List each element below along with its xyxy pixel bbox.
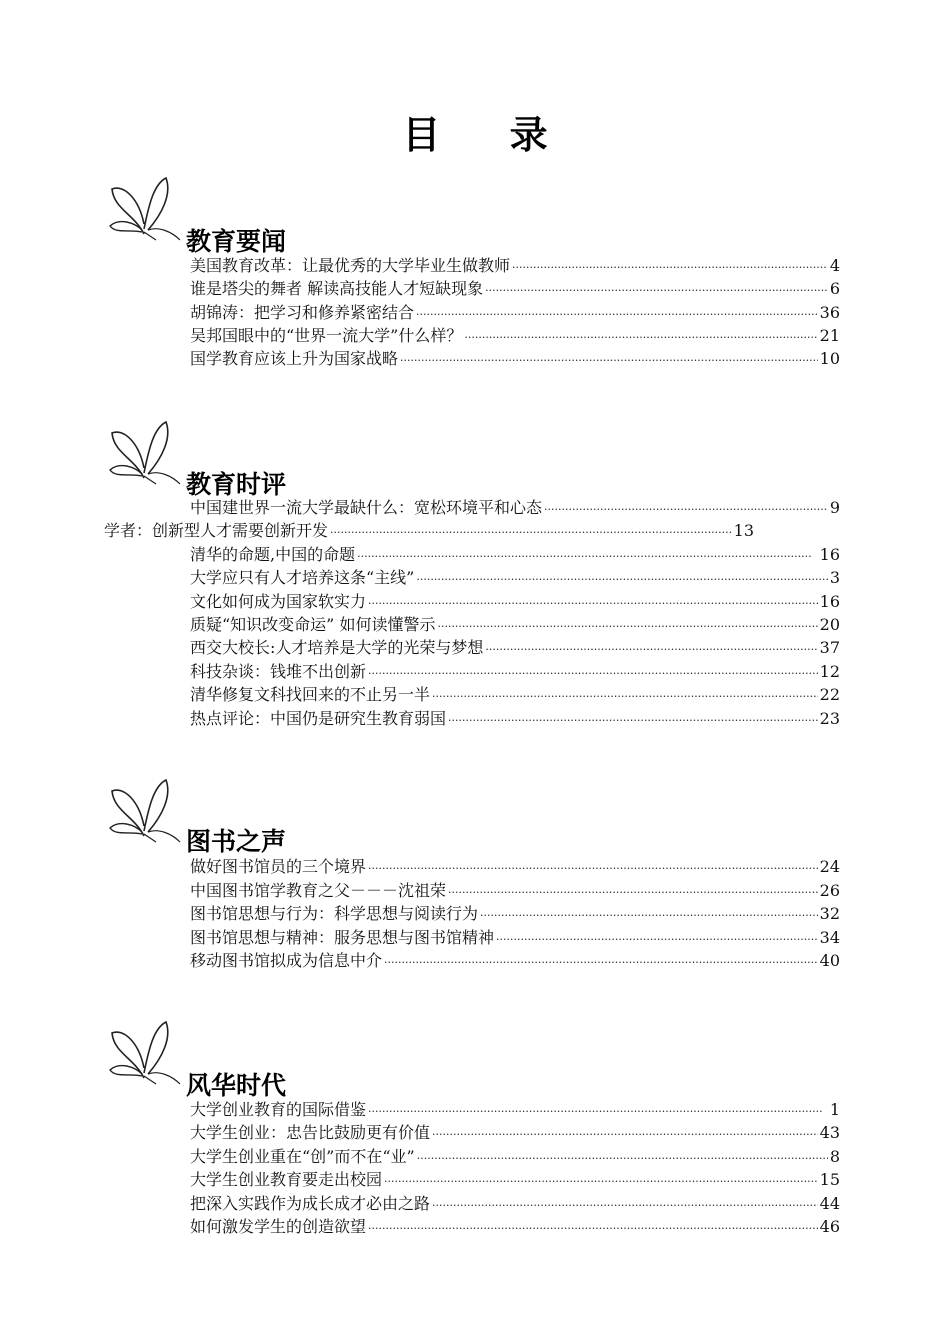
- toc-entry-title: 图书馆思想与精神：服务思想与图书馆精神: [190, 928, 495, 947]
- leader-dots: [464, 326, 817, 349]
- leader-dots: [480, 904, 818, 927]
- leader-dots: [432, 685, 818, 708]
- section-heading: 风华时代: [186, 1071, 287, 1100]
- toc-entry[interactable]: [190, 543, 840, 566]
- leader-dots: [448, 881, 818, 904]
- toc-entry-page: 10: [819, 349, 840, 368]
- toc-entry-title: 大学生创业：忠告比鼓励更有价值: [190, 1123, 431, 1142]
- toc-entry-title: 热点评论：中国仍是研究生教育弱国: [190, 709, 447, 728]
- leader-dots: [368, 592, 818, 615]
- butterfly-icon: [104, 776, 186, 846]
- toc-entry-title: 图书馆思想与行为：科学思想与阅读行为: [190, 904, 479, 923]
- toc-entry-title: 大学生创业重在“创”而不在“业”: [190, 1147, 415, 1166]
- toc-entry[interactable]: [190, 660, 840, 683]
- toc-entry-page: 15: [819, 1170, 840, 1189]
- toc-entry[interactable]: [190, 902, 840, 925]
- leader-dots: [437, 615, 817, 638]
- leader-dots: [368, 1100, 828, 1123]
- toc-entry-title: 大学生创业教育要走出校园: [190, 1170, 383, 1189]
- toc-entry-title: 谁是塔尖的舞者 解读高技能人才短缺现象: [190, 279, 484, 298]
- toc-entry-page: 22: [819, 685, 840, 704]
- toc-entry[interactable]: [190, 324, 840, 347]
- toc-entry[interactable]: [190, 1098, 840, 1121]
- toc-entry-page: 20: [819, 615, 840, 634]
- toc-entry-page: 32: [819, 904, 840, 923]
- toc-entry-page: 46: [819, 1217, 840, 1236]
- toc-entry-title: 美国教育改革：让最优秀的大学毕业生做教师: [190, 256, 511, 275]
- leader-dots: [496, 928, 818, 951]
- toc-entry-title: 清华的命题,中国的命题: [190, 545, 356, 564]
- toc-entry-page: 4: [829, 256, 840, 275]
- toc-entry[interactable]: [190, 855, 840, 878]
- toc-entry-page: 34: [819, 928, 840, 947]
- toc-entry[interactable]: [190, 566, 840, 589]
- toc-entry[interactable]: [190, 707, 840, 730]
- toc-entry-title: 吴邦国眼中的“世界一流大学”什么样？: [190, 326, 463, 345]
- toc-entry[interactable]: [104, 519, 754, 542]
- leader-dots: [368, 1217, 818, 1240]
- toc-entry-title: 中国图书馆学教育之父－－－沈祖荣: [190, 881, 447, 900]
- toc-entry-page: 26: [819, 881, 840, 900]
- toc-entry[interactable]: [190, 1145, 840, 1168]
- section-heading: 教育要闻: [186, 227, 287, 256]
- toc-entry-page: 36: [819, 303, 840, 322]
- toc-entry-title: 中国建世界一流大学最缺什么：宽松环境平和心态: [190, 498, 543, 517]
- toc-entry-page: 40: [819, 951, 840, 970]
- toc-entry[interactable]: [190, 683, 840, 706]
- leader-dots: [544, 498, 828, 521]
- toc-entry-title: 把深入实践作为成长成才必由之路: [190, 1194, 431, 1213]
- leader-dots: [357, 545, 818, 568]
- toc-entry-page: 16: [819, 545, 840, 564]
- toc-entry[interactable]: [190, 1215, 840, 1238]
- toc-entry-page: 3: [829, 568, 840, 587]
- toc-entry[interactable]: [190, 1121, 840, 1144]
- leader-dots: [485, 638, 817, 661]
- leader-dots: [432, 1123, 818, 1146]
- section-heading: 图书之声: [186, 827, 287, 856]
- leader-dots: [417, 1147, 828, 1170]
- section-heading: 教育时评: [186, 470, 287, 499]
- leader-dots: [368, 662, 818, 685]
- toc-entry-title: 国学教育应该上升为国家战略: [190, 349, 399, 368]
- toc-entry-page: 1: [829, 1100, 840, 1119]
- leader-dots: [416, 303, 818, 326]
- toc-entry[interactable]: [190, 254, 840, 277]
- toc-entry-title: 科技杂谈：钱堆不出创新: [190, 662, 367, 681]
- toc-entry[interactable]: [190, 879, 840, 902]
- toc-entry-page: 13: [733, 521, 754, 540]
- leader-dots: [416, 568, 827, 591]
- toc-entry-page: 12: [819, 662, 840, 681]
- leader-dots: [400, 349, 818, 372]
- leader-dots: [368, 857, 818, 880]
- toc-entry-title: 学者：创新型人才需要创新开发: [104, 521, 329, 540]
- toc-entry-page: 6: [829, 279, 840, 298]
- toc-entry-title: 胡锦涛：把学习和修养紧密结合: [190, 303, 415, 322]
- toc-entry-page: 37: [819, 638, 840, 657]
- toc-entry[interactable]: [190, 926, 840, 949]
- toc-entry-page: 43: [819, 1123, 840, 1142]
- leader-dots: [432, 1194, 818, 1217]
- toc-entry[interactable]: [190, 347, 840, 370]
- leader-dots: [330, 521, 732, 544]
- leader-dots: [448, 709, 818, 732]
- toc-entry-page: 16: [819, 592, 840, 611]
- butterfly-icon: [104, 418, 186, 488]
- leader-dots: [384, 951, 818, 974]
- toc-entry-title: 移动图书馆拟成为信息中介: [190, 951, 383, 970]
- toc-entry[interactable]: [190, 613, 840, 636]
- toc-entry[interactable]: [190, 636, 840, 659]
- leader-dots: [384, 1170, 818, 1193]
- toc-entry-title: 西交大校长:人才培养是大学的光荣与梦想: [190, 638, 484, 657]
- toc-entry[interactable]: [190, 277, 840, 300]
- toc-entry[interactable]: [190, 1168, 840, 1191]
- leader-dots: [485, 279, 828, 302]
- toc-entry-page: 21: [819, 326, 840, 345]
- toc-entry-title: 大学应只有人才培养这条“主线”: [190, 568, 415, 587]
- toc-entry-page: 8: [829, 1147, 840, 1166]
- toc-entry-title: 做好图书馆员的三个境界: [190, 857, 367, 876]
- toc-entry[interactable]: [190, 590, 840, 613]
- toc-entry-page: 44: [819, 1194, 840, 1213]
- butterfly-icon: [104, 174, 186, 244]
- toc-entry-page: 9: [829, 498, 840, 517]
- toc-entry[interactable]: [190, 1192, 840, 1215]
- page-title: 目 录: [402, 113, 576, 157]
- toc-entry-title: 清华修复文科找回来的不止另一半: [190, 685, 431, 704]
- toc-entry-title: 文化如何成为国家软实力: [190, 592, 367, 611]
- toc-entry-page: 24: [819, 857, 840, 876]
- toc-entry-title: 大学创业教育的国际借鉴: [190, 1100, 367, 1119]
- toc-entry-title: 如何激发学生的创造欲望: [190, 1217, 367, 1236]
- toc-entry-page: 23: [819, 709, 840, 728]
- butterfly-icon: [104, 1018, 186, 1088]
- toc-entry[interactable]: [190, 496, 840, 519]
- toc-entry[interactable]: [190, 301, 840, 324]
- toc-entry[interactable]: [190, 949, 840, 972]
- toc-entry-title: 质疑“知识改变命运” 如何读懂警示: [190, 615, 436, 634]
- leader-dots: [512, 256, 828, 279]
